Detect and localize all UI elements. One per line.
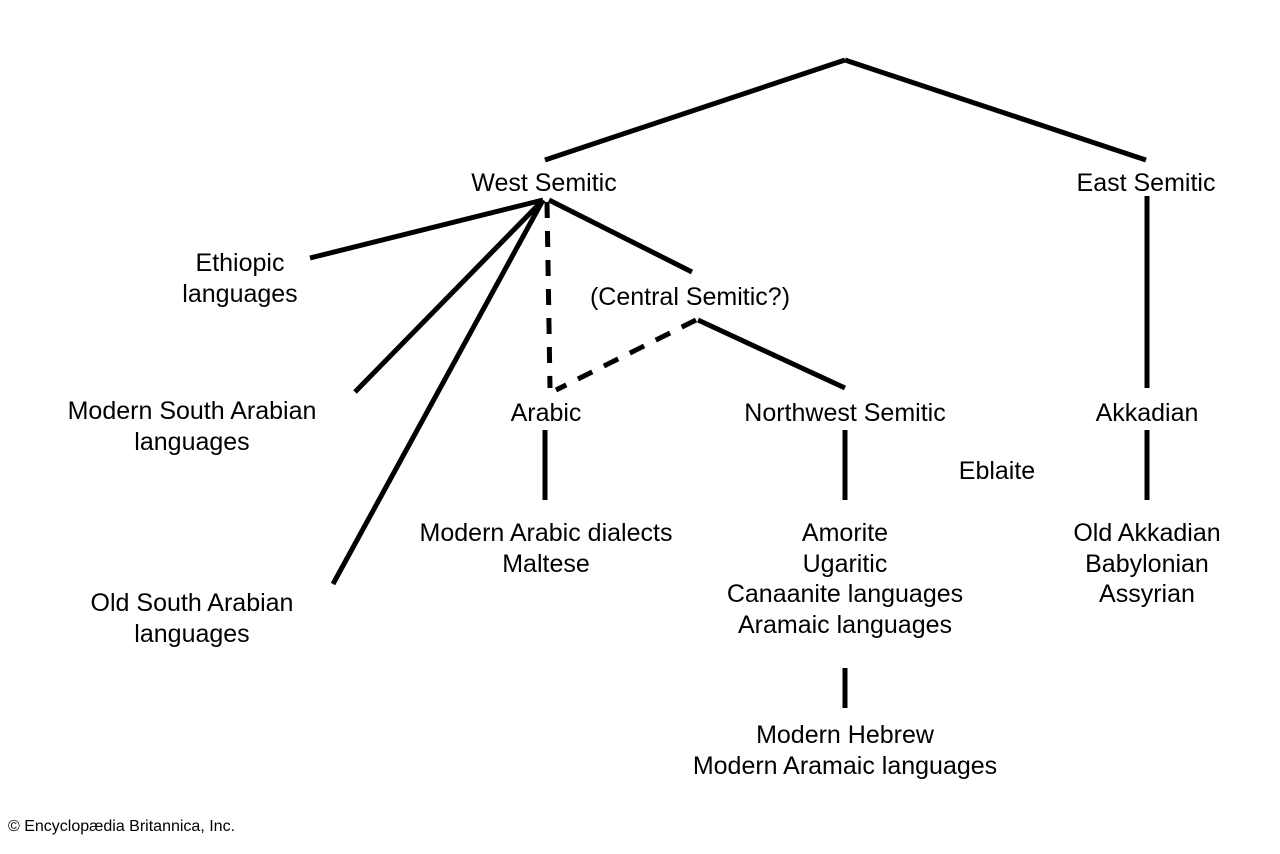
tree-node-old-south-arabian-languages: [91, 588, 294, 649]
tree-node-label: Ethiopic: [195, 249, 285, 277]
tree-node-label: Old South Arabian: [90, 589, 294, 617]
tree-node-label: Eblaite: [958, 457, 1036, 485]
tree-edge-central-to-northwest: [698, 320, 845, 388]
tree-node-label: Maltese: [502, 549, 590, 578]
tree-edge-west-to-arabic: [547, 202, 550, 388]
tree-node-akkadian-children: [1073, 518, 1220, 610]
tree-node-arabic: [511, 398, 582, 429]
tree-node-ethiopic-languages: [182, 248, 297, 309]
tree-edge-root-to-east: [845, 60, 1146, 160]
tree-node-northwest-semitic: [744, 398, 945, 429]
tree-node-modern-hebrew-aramaic: [693, 720, 997, 781]
tree-node-label: Amorite: [801, 519, 889, 547]
tree-node-modern-arabic-dialects: [420, 518, 673, 579]
tree-edge-root-to-west: [545, 60, 845, 160]
tree-node-label: East Semitic: [1076, 169, 1216, 197]
tree-node-label: (Central Semitic?): [589, 283, 791, 311]
tree-node-label: languages: [134, 619, 250, 648]
tree-node-label: languages: [182, 279, 298, 308]
tree-node-label: Ugaritic: [802, 549, 888, 578]
tree-node-label: Arabic: [510, 399, 582, 427]
tree-node-label: Babylonian: [1085, 549, 1209, 578]
tree-node-label: Modern South Arabian: [67, 397, 317, 425]
tree-edge-west-to-central-semitic: [549, 200, 692, 272]
tree-node-label: West Semitic: [471, 169, 617, 197]
tree-edge-west-to-ethiopic: [310, 200, 543, 258]
tree-edge-central-to-arabic: [556, 320, 696, 390]
copyright-credit: © Encyclopædia Britannica, Inc.: [8, 818, 236, 835]
tree-node-akkadian: [1096, 398, 1199, 429]
tree-node-label: Aramaic languages: [737, 610, 952, 639]
tree-node-label: Canaanite languages: [726, 580, 964, 608]
tree-node-label: Modern Hebrew: [756, 721, 934, 749]
tree-node-northwest-semitic-children: [727, 518, 963, 640]
tree-node-east-semitic: [1077, 168, 1216, 199]
tree-node-label: Old Akkadian: [1073, 519, 1221, 547]
tree-node-label: Akkadian: [1095, 399, 1199, 427]
tree-node-label: Modern Arabic dialects: [419, 519, 673, 547]
tree-node-west-semitic: [471, 168, 616, 199]
tree-node-modern-south-arabian-languages: [68, 396, 317, 457]
tree-node-central-semitic: [590, 282, 790, 313]
tree-node-eblaite: [959, 456, 1035, 487]
tree-node-label: languages: [134, 427, 250, 456]
tree-node-label: Assyrian: [1099, 580, 1195, 608]
tree-edge-west-to-modern-south-arabian: [355, 200, 543, 392]
tree-node-label: Modern Aramaic languages: [692, 751, 998, 780]
tree-node-label: Northwest Semitic: [744, 399, 946, 427]
